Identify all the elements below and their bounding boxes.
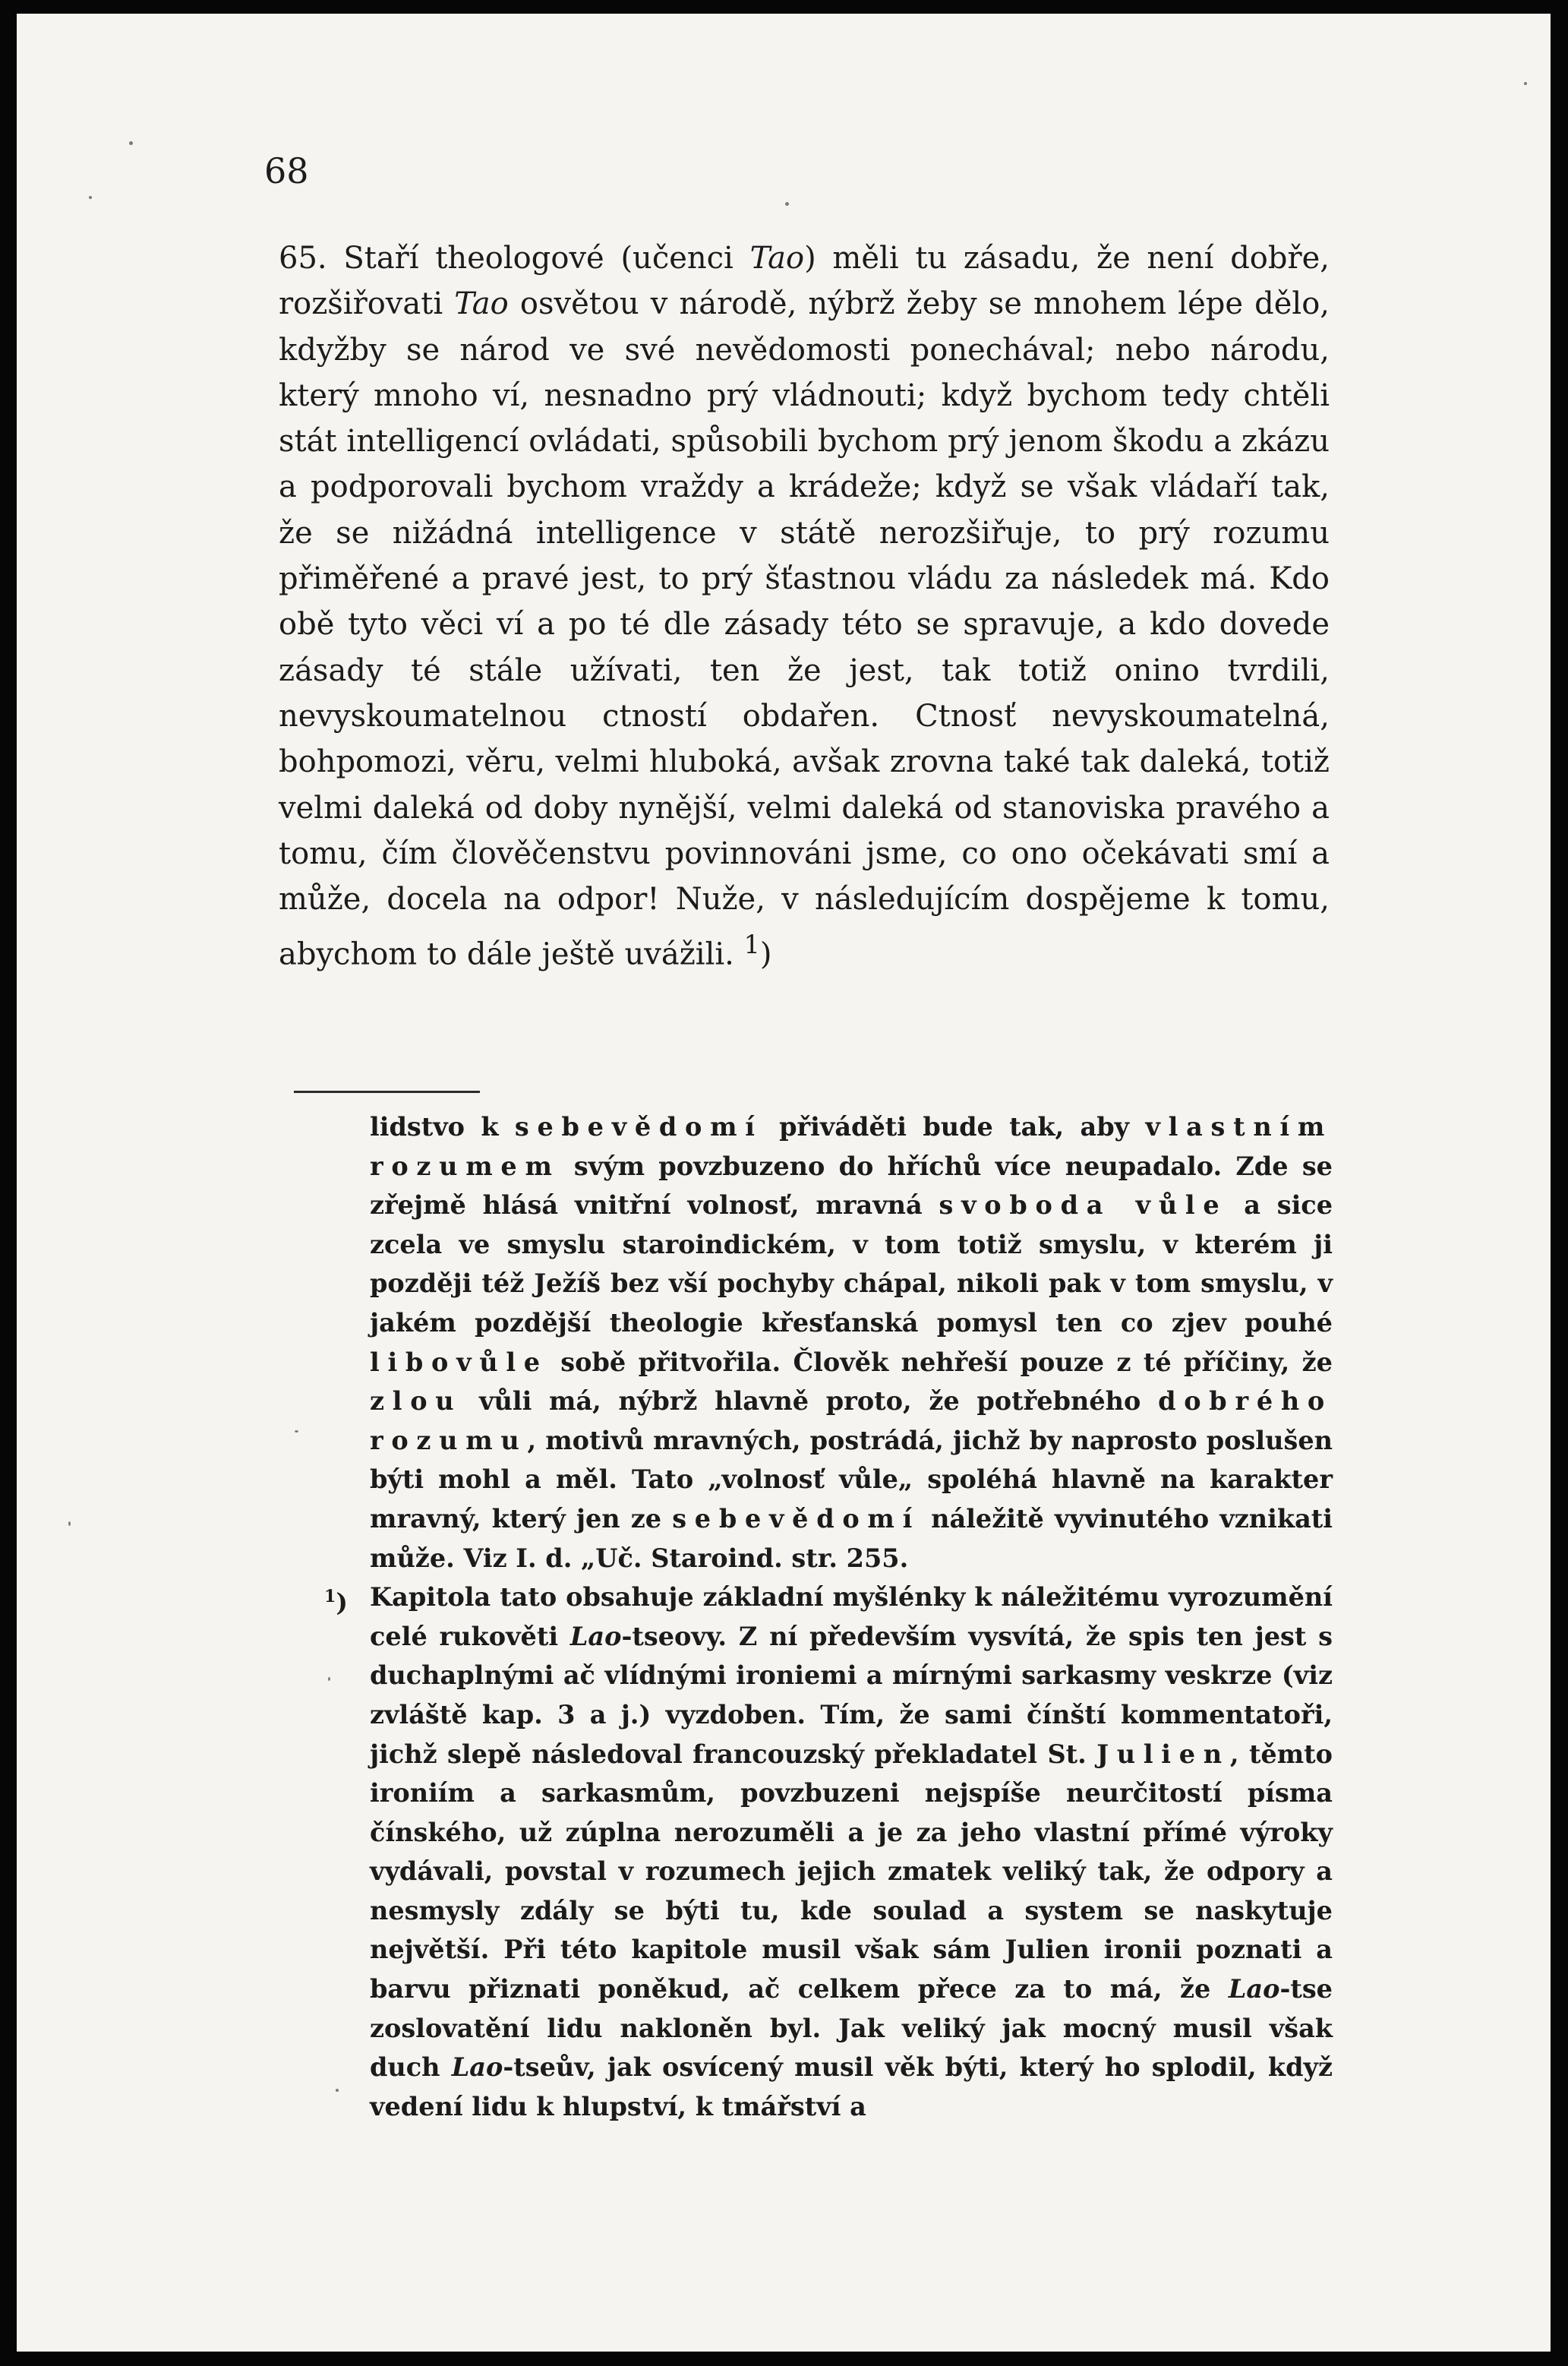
footnote-separator [294,1091,480,1093]
footnotes [324,1107,1333,2126]
page-number: 68 [264,150,309,191]
spaced-emphasis: libovůle [370,1347,548,1377]
text-run: sobě přitvořila. Člověk nehřeší pouze z té příčiny, že [547,1347,1333,1377]
text-run: osvětou v národě, nýbrž žeby se mnohem lépe dělo, kdyžby se národ ve své nevědomosti ponechával; nebo národu, který mnoho ví, nesnadno prý vládnouti; když bychom tedy chtěli stát intelligencí ovládati, spůsobili bychom prý jenom škodu a zkázu a podporovali bychom vraždy a krádeže; když se však vládaří tak, že se nižádná intelligence v státě nerozšiřuje, to prý rozumu přiměřené a pravé jest, to prý šťastnou vládu za následek má. Kdo obě tyto věci ví a po té dle zásady této se spravuje, a kdo dovede zásady té stále užívati, ten že jest, tak totiž onino tvrdili, nevyskoumatelnou ctností obdařen. Ctnosť nevyskoumatelná, bohpomozi, věru, velmi hluboká, avšak zrovna také tak daleká, totiž velmi daleká od doby nynější, velmi daleká od stanoviska pravého a tomu, čím člověčenstvu povinnováni jsme, co ono očekávati smí a může, docela na odpor! Nuže, v následujícím dospějeme k tomu, abychom to dále ještě uvážili. [279,286,1330,972]
paragraph-65 [279,235,1330,978]
italic-term: Lao [451,2052,503,2083]
spaced-emphasis: sebevědomí [514,1112,763,1142]
italic-term: Tao [454,286,509,322]
footnote-continued [370,1107,1333,1578]
text-run: -tseův, jak osvícený musil věk býti, který ho splodil, když vedení lidu k hlupství, k tmářství a [370,2052,1333,2121]
text-run: ) měli tu zásadu, že není dobře, rozšiřovati [279,241,1330,322]
spaced-emphasis: zlou [370,1386,462,1417]
footnote-marker-number: 1 [324,1587,336,1607]
footnote-reference[interactable]: 1 [743,930,760,960]
text-run: , motivů mravných, postrádá, jichž by naprosto poslušen býti mohl a měl. Tato „volnosť vůle„ spoléhá hlavně na karakter mravný, který jen ze [370,1425,1333,1534]
italic-term: Lao [1228,1974,1280,2004]
text-run: lidstvo k [370,1112,515,1142]
text-run: a sice zcela ve smyslu staroindickém, v tom totiž smyslu, v kterém ji později též Ježíš bez vší pochyby chápal, nikoli pak v tom smyslu, v jakém pozdější theologie křesťanská pomysl ten co zjev pouhé [370,1190,1333,1338]
text-run: přiváděti bude tak, aby [762,1112,1146,1142]
text-run: ) [759,937,772,972]
footnote-marker-paren: ) [336,1587,348,1618]
main-text [279,235,1330,978]
text-run: -tse zoslovatění lidu nakloněn byl. Jak veliký jak mocný musil však duch [370,1974,1333,2083]
spaced-emphasis: svoboda vůle [939,1190,1228,1221]
text-run: vůli má, nýbrž hlavně proto, že potřebného [462,1386,1159,1417]
text-run: náležitě vyvinutého vznikati může. Viz I. d. „Uč. Staroind. str. 255. [370,1503,1333,1573]
text-run: , těmto ironiím a sarkasmům, povzbuzeni nejspíše neurčitostí písma čínského, už zúplna nerozuměli a je za jeho vlastní přímé výroky vydávali, povstal v rozumech jejich zmatek veliký tak, že odpory a nesmysly zdály se býti tu, kde soulad a system se naskytuje největší. Při této kapitole musil však sám Julien ironii poznati a barvu přiznati poněkud, ač celkem přece za to má, že [370,1739,1333,2004]
footnote-1 [324,1578,1333,2126]
spaced-emphasis: Julien [1096,1739,1230,1769]
text-run: Kapitola tato obsahuje základní myšlénky k náležitému vyrozumění celé rukověti [370,1582,1333,1651]
text-run: 65. Staří theologové (učenci [279,241,750,276]
spaced-emphasis: vlastním rozumem [370,1112,1333,1181]
italic-term: Tao [749,241,805,276]
spaced-emphasis: dobrého rozumu [370,1386,1333,1455]
footnote-marker [324,1578,348,1622]
text-run: -tseovy. Z ní především vysvítá, že spis ten jest s duchaplnými ač vlídnými ironiemi a mírnými sarkasmy veskrze (viz zvláště kap. 3 a j.) vyzdoben. Tím, že sami čínští kommentatoři, jichž slepě následoval francouzský překladatel St. [370,1621,1333,1769]
italic-term: Lao [569,1621,622,1651]
book-page [17,14,1551,2352]
spaced-emphasis: sebevědomí [672,1503,921,1534]
text-run: svým povzbuzeno do hříchů více neupadalo. Zde se zřejmě hlásá vnitřní volnosť, mravná [370,1151,1333,1221]
